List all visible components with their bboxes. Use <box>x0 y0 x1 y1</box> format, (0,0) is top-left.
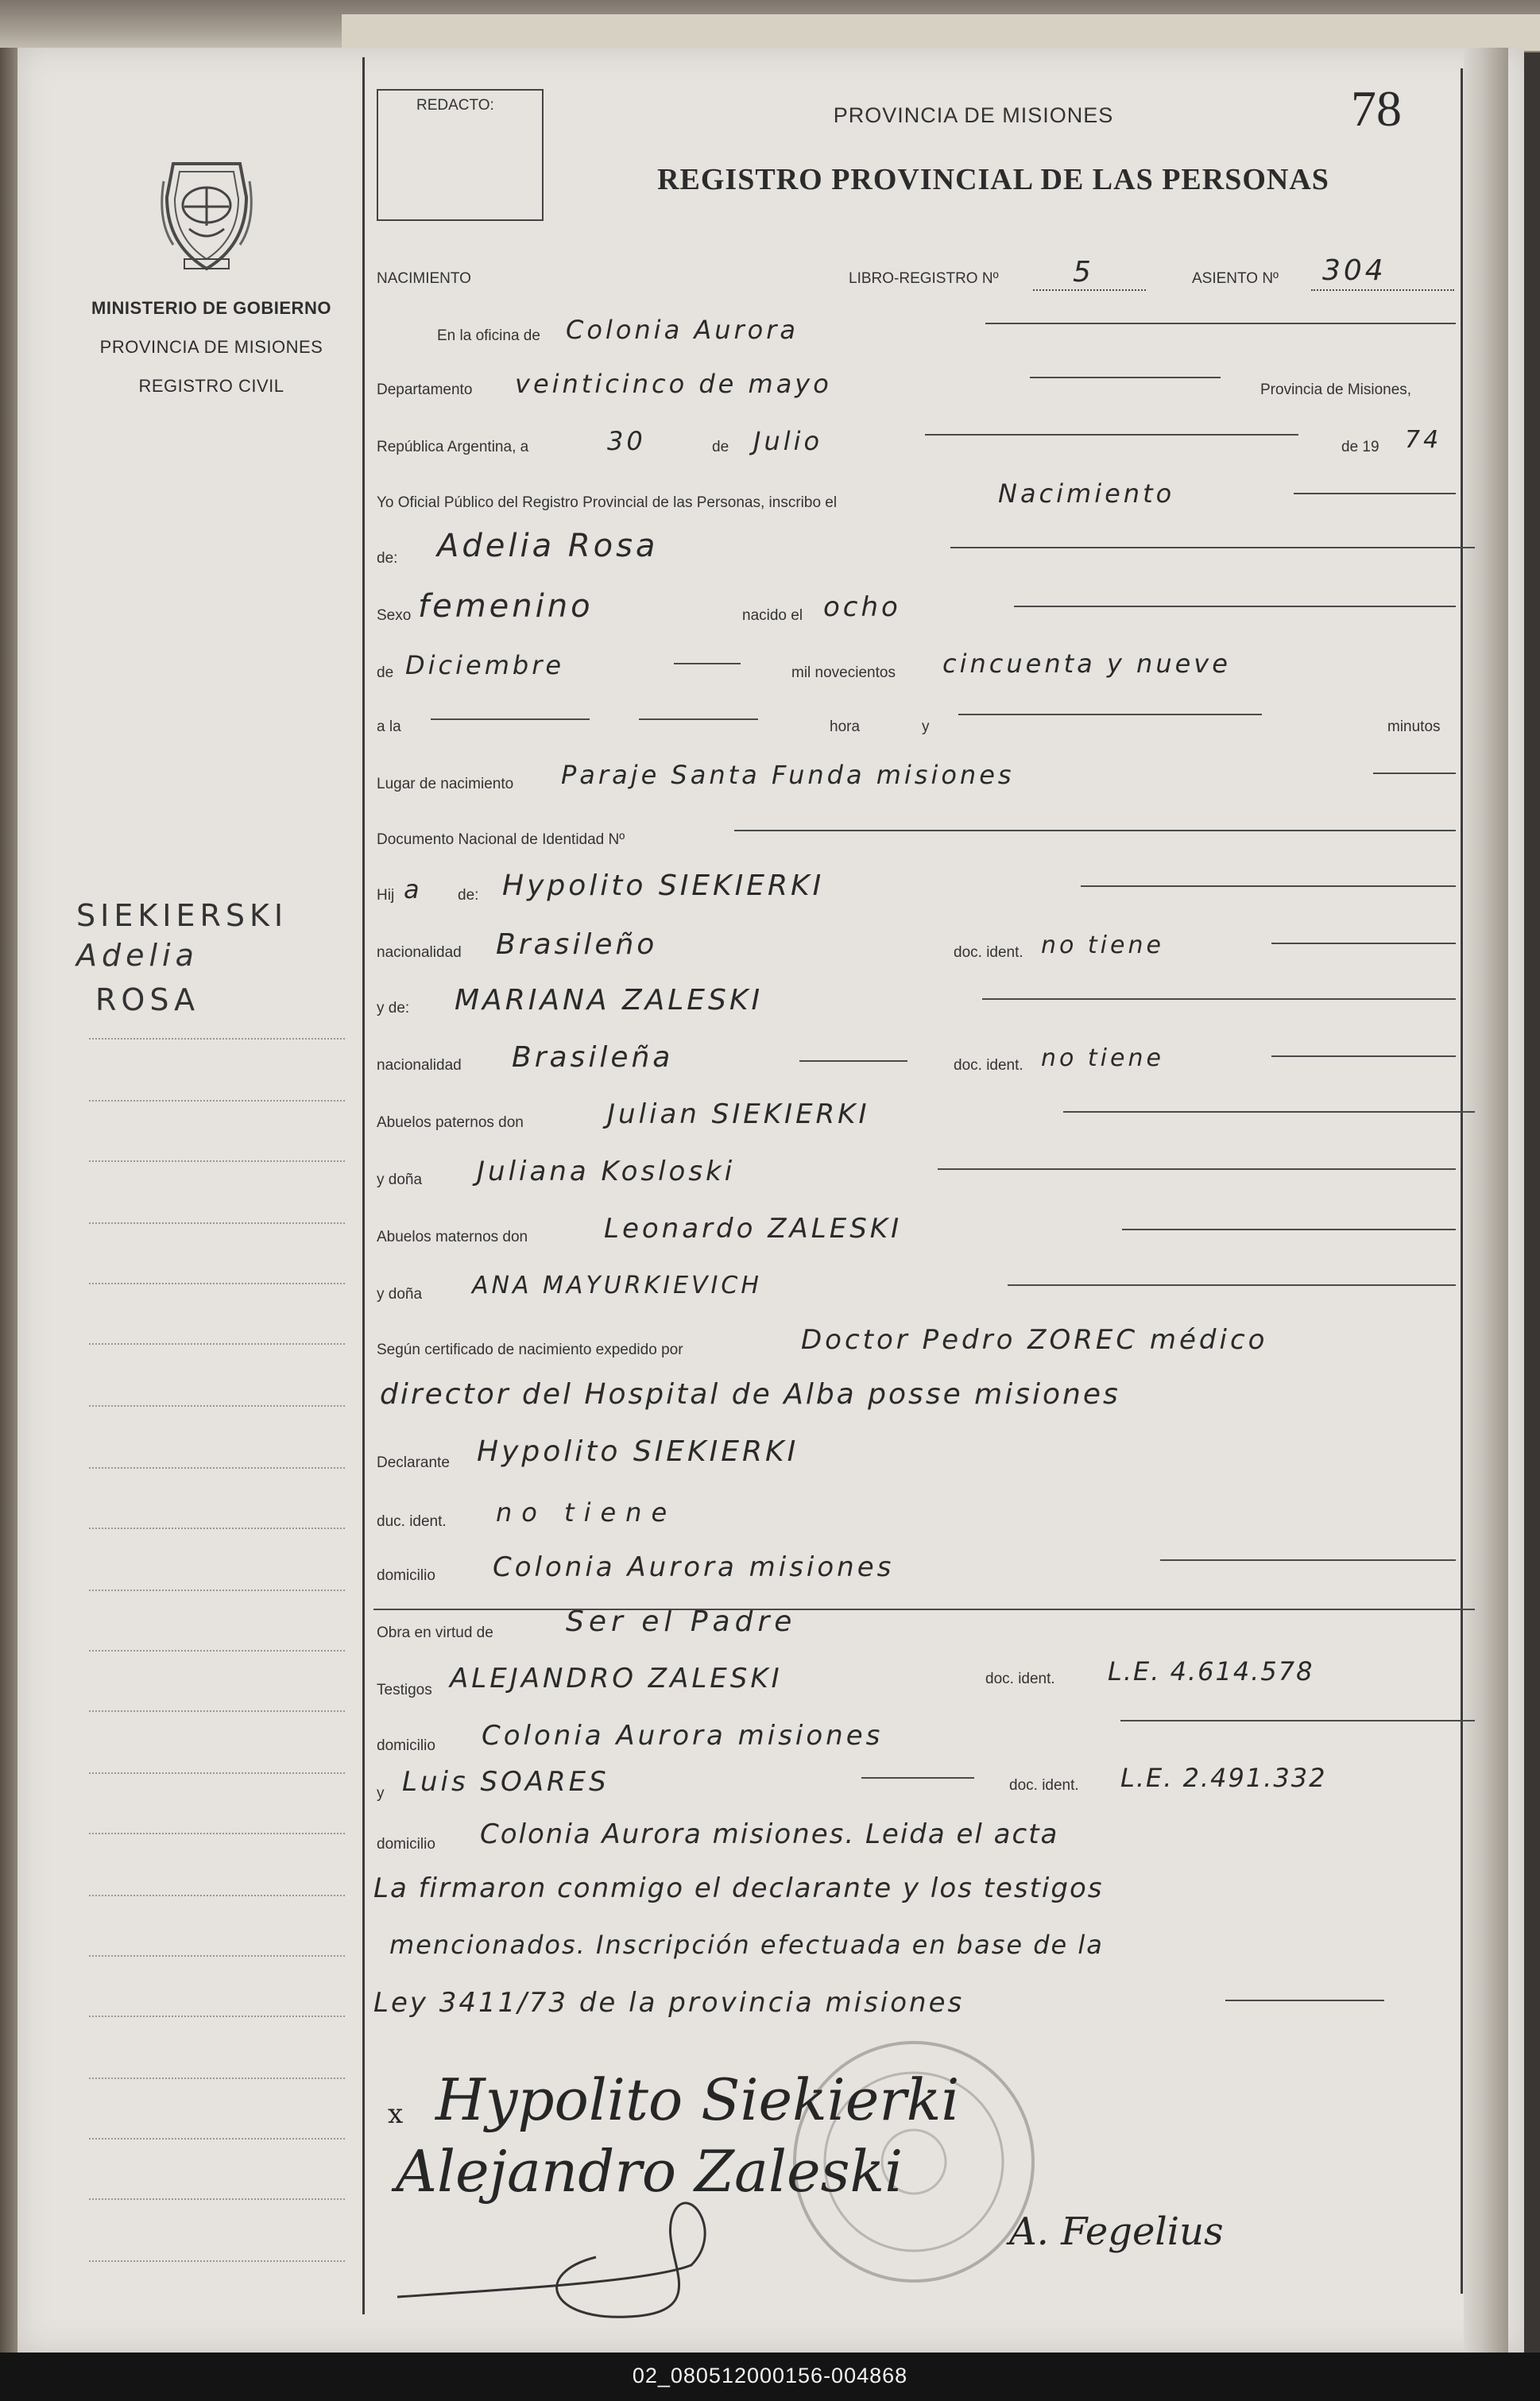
abuelo-paterno-rule <box>1063 1111 1475 1113</box>
doc-ident-label: doc. ident. <box>1009 1777 1079 1794</box>
doc-ident-label: doc. ident. <box>954 1057 1023 1074</box>
abuela-materna-rule <box>1008 1284 1456 1286</box>
remarks-rule <box>1225 2000 1384 2001</box>
padre-rule <box>1081 885 1456 887</box>
y-label: y <box>922 718 930 735</box>
departamento-rule <box>1030 377 1221 378</box>
mes-nac-rule <box>674 663 741 664</box>
oficina-label: En la oficina de <box>437 327 540 344</box>
doc-padre-value: no tiene <box>1041 931 1164 959</box>
doc-madre-rule <box>1271 1055 1456 1057</box>
abuela-materna-value: ANA MAYURKIEVICH <box>472 1272 762 1299</box>
ministry-registry: REGISTRO CIVIL <box>138 376 284 396</box>
fecha-rule <box>925 434 1298 436</box>
testigo1-doc-value: L.E. 4.614.578 <box>1108 1656 1314 1687</box>
nacido-label: nacido el <box>742 607 803 624</box>
nacionalidad-label: nacionalidad <box>377 1057 462 1074</box>
province-seal-icon <box>157 149 256 280</box>
margin-dotted-line <box>89 1650 345 1652</box>
dni-rule <box>734 830 1456 831</box>
margin-dotted-line <box>89 1955 345 1957</box>
asiento-label: ASIENTO Nº <box>1192 270 1279 287</box>
mes-value: Julio <box>753 426 823 456</box>
madre-rule <box>982 998 1456 1000</box>
libro-rule <box>1033 289 1146 291</box>
margin-dotted-line <box>89 2138 345 2140</box>
testigo2-value: Luis SOARES <box>402 1766 609 1798</box>
nombre-rule <box>950 547 1475 548</box>
abuela-paterna-rule <box>938 1168 1456 1170</box>
domicilio-label: domicilio <box>377 1737 435 1754</box>
ministry-name: MINISTERIO DE GOBIERNO <box>91 298 331 318</box>
margin-dotted-line <box>89 1895 345 1896</box>
abuela-paterna-value: Juliana Kosloski <box>477 1156 736 1187</box>
obra-divider <box>373 1609 1475 1610</box>
madre-value: MARIANA ZALESKI <box>455 984 764 1017</box>
abuelos-paternos-label: Abuelos paternos don <box>377 1114 524 1131</box>
hora-rule <box>639 718 758 720</box>
next-page-edge <box>342 14 1540 52</box>
testigo2-rule <box>861 1777 974 1779</box>
remarks-line: mencionados. Inscripción efectuada en base de la <box>389 1930 1104 1960</box>
abuelo-paterno-value: Julian SIEKIERKI <box>607 1098 870 1130</box>
hij-label: Hij <box>377 887 395 904</box>
margin-divider <box>362 57 365 2314</box>
testigo1-value: ALEJANDRO ZALESKI <box>450 1663 783 1694</box>
nacido-rule <box>1014 606 1456 607</box>
dni-label: Documento Nacional de Identidad Nº <box>377 831 625 848</box>
margin-dotted-line <box>89 1222 345 1224</box>
lugar-rule <box>1373 773 1456 774</box>
libro-value: 5 <box>1073 256 1094 289</box>
margin-dotted-line <box>89 1038 345 1040</box>
margin-dotted-line <box>89 1772 345 1774</box>
minutos-rule <box>958 714 1262 715</box>
domicilio2-value: Colonia Aurora misiones. Leida el acta <box>480 1818 1059 1850</box>
nombre-value: Adelia Rosa <box>437 528 659 564</box>
mil-label: mil novecientos <box>791 664 896 681</box>
remarks-line: La firmaron conmigo el declarante y los testigos <box>373 1872 1104 1904</box>
hij-value: a <box>404 874 423 904</box>
margin-dotted-line <box>89 1405 345 1407</box>
de-label: de <box>712 439 729 455</box>
anio-label: de 19 <box>1341 439 1379 455</box>
registry-title: REGISTRO PROVINCIAL DE LAS PERSONAS <box>657 163 1329 196</box>
page-right-edge <box>1464 48 1508 2353</box>
domicilio1-rule <box>1120 1720 1475 1721</box>
image-id-label: 02_080512000156-004868 <box>632 2364 908 2387</box>
departamento-value: veinticinco de mayo <box>515 369 832 399</box>
margin-dotted-line <box>89 2260 345 2262</box>
mil-value: cincuenta y nueve <box>942 649 1231 679</box>
margin-dotted-line <box>89 1710 345 1712</box>
margin-first-name: Adelia <box>76 938 199 973</box>
oficial-rule <box>1294 493 1456 494</box>
margin-dotted-line <box>89 1833 345 1834</box>
asiento-value: 304 <box>1322 254 1387 287</box>
ministry-province: PROVINCIA DE MISIONES <box>99 337 323 357</box>
y-testigo-label: y <box>377 1785 385 1802</box>
minutos-label: minutos <box>1387 718 1441 735</box>
y-dona-label: y doña <box>377 1286 423 1303</box>
lugar-value: Paraje Santa Funda misiones <box>561 760 1015 790</box>
doc-ident-label: doc. ident. <box>985 1671 1055 1687</box>
page-number: 78 <box>1351 80 1402 137</box>
oficina-rule <box>985 323 1456 324</box>
declarante-label: Declarante <box>377 1454 450 1471</box>
a-la-rule <box>431 718 590 720</box>
margin-dotted-line <box>89 1283 345 1284</box>
section-label: NACIMIENTO <box>377 270 471 287</box>
y-dona-label: y doña <box>377 1171 423 1188</box>
book-spine <box>0 48 17 2353</box>
margin-dotted-line <box>89 1590 345 1591</box>
dia-value: 30 <box>607 426 646 456</box>
segun-cont-value: director del Hospital de Alba posse misiones <box>380 1378 1120 1411</box>
doc-madre-value: no tiene <box>1041 1044 1164 1072</box>
sexo-value: femenino <box>418 588 594 625</box>
mes-nac-value: Diciembre <box>405 650 565 680</box>
obra-value: Ser el Padre <box>566 1605 797 1638</box>
domicilio-label: domicilio <box>377 1836 435 1853</box>
segun-label: Según certificado de nacimiento expedido por <box>377 1342 683 1358</box>
mes-nac-label: de <box>377 664 394 681</box>
remarks-line: Ley 3411/73 de la provincia misiones <box>373 1987 965 2019</box>
nacionalidad-label: nacionalidad <box>377 944 462 961</box>
libro-label: LIBRO-REGISTRO Nº <box>849 270 999 287</box>
a-la-label: a la <box>377 718 401 735</box>
hora-label: hora <box>830 718 861 735</box>
doc-ident-label: doc. ident. <box>954 944 1023 961</box>
margin-dotted-line <box>89 1160 345 1162</box>
declarante-doc-value: no tiene <box>496 1497 677 1528</box>
republica-label: República Argentina, a <box>377 439 529 455</box>
declarante-value: Hypolito SIEKIERKI <box>477 1435 799 1468</box>
testigo-signature: Alejandro Zaleski <box>396 2138 903 2205</box>
margin-dotted-line <box>89 2016 345 2017</box>
asiento-rule <box>1311 289 1454 291</box>
testigo2-doc-value: L.E. 2.491.332 <box>1120 1763 1327 1793</box>
redacto-label: REDACTO: <box>416 97 494 114</box>
testigos-label: Testigos <box>377 1682 432 1698</box>
domicilio-rule <box>1160 1559 1456 1561</box>
margin-dotted-line <box>89 1528 345 1529</box>
domicilio1-value: Colonia Aurora misiones <box>482 1720 884 1752</box>
abuelo-materno-value: Leonardo ZALESKI <box>604 1213 903 1245</box>
nombre-label: de: <box>377 550 398 567</box>
padre-value: Hypolito SIEKIERKI <box>502 869 825 902</box>
signature-mark: x <box>388 2098 404 2130</box>
obra-label: Obra en virtud de <box>377 1625 493 1641</box>
margin-dotted-line <box>89 1100 345 1102</box>
margin-dotted-line <box>89 1343 345 1345</box>
province-heading: PROVINCIA DE MISIONES <box>833 103 1114 127</box>
margin-dotted-line <box>89 1467 345 1469</box>
nac-madre-rule <box>799 1060 907 1062</box>
nac-madre-value: Brasileña <box>512 1041 674 1074</box>
y-de-label: y de: <box>377 1000 410 1017</box>
doc-padre-rule <box>1271 943 1456 944</box>
abuelos-maternos-label: Abuelos maternos don <box>377 1229 528 1245</box>
margin-surname: SIEKIERSKI <box>76 898 288 933</box>
hij-de-label: de: <box>458 887 479 904</box>
domicilio-label: domicilio <box>377 1567 435 1584</box>
departamento-label: Departamento <box>377 381 473 398</box>
domicilio-value: Colonia Aurora misiones <box>493 1551 895 1583</box>
margin-dotted-line <box>89 2078 345 2079</box>
lugar-label: Lugar de nacimiento <box>377 776 514 792</box>
declarante-signature: Hypolito Siekierki <box>435 2066 960 2133</box>
nacido-value: ocho <box>823 591 901 623</box>
oficial-label: Yo Oficial Público del Registro Provincial de las Personas, inscribo el <box>377 494 838 511</box>
margin-middle-name: ROSA <box>95 982 200 1017</box>
provincia-suffix: Provincia de Misiones, <box>1260 381 1412 398</box>
duc-ident-label: duc. ident. <box>377 1513 447 1530</box>
anio-value: 74 <box>1405 426 1442 454</box>
margin-dotted-line <box>89 2198 345 2200</box>
segun-value: Doctor Pedro ZOREC médico <box>801 1324 1268 1356</box>
nac-padre-value: Brasileño <box>496 928 658 961</box>
right-border <box>1461 68 1463 2294</box>
abuelo-materno-rule <box>1122 1229 1456 1230</box>
oficial-value: Nacimiento <box>998 478 1175 509</box>
oficina-value: Colonia Aurora <box>566 315 799 345</box>
sexo-label: Sexo <box>377 607 412 624</box>
oficial-signature: A. Fegelius <box>1009 2209 1224 2254</box>
